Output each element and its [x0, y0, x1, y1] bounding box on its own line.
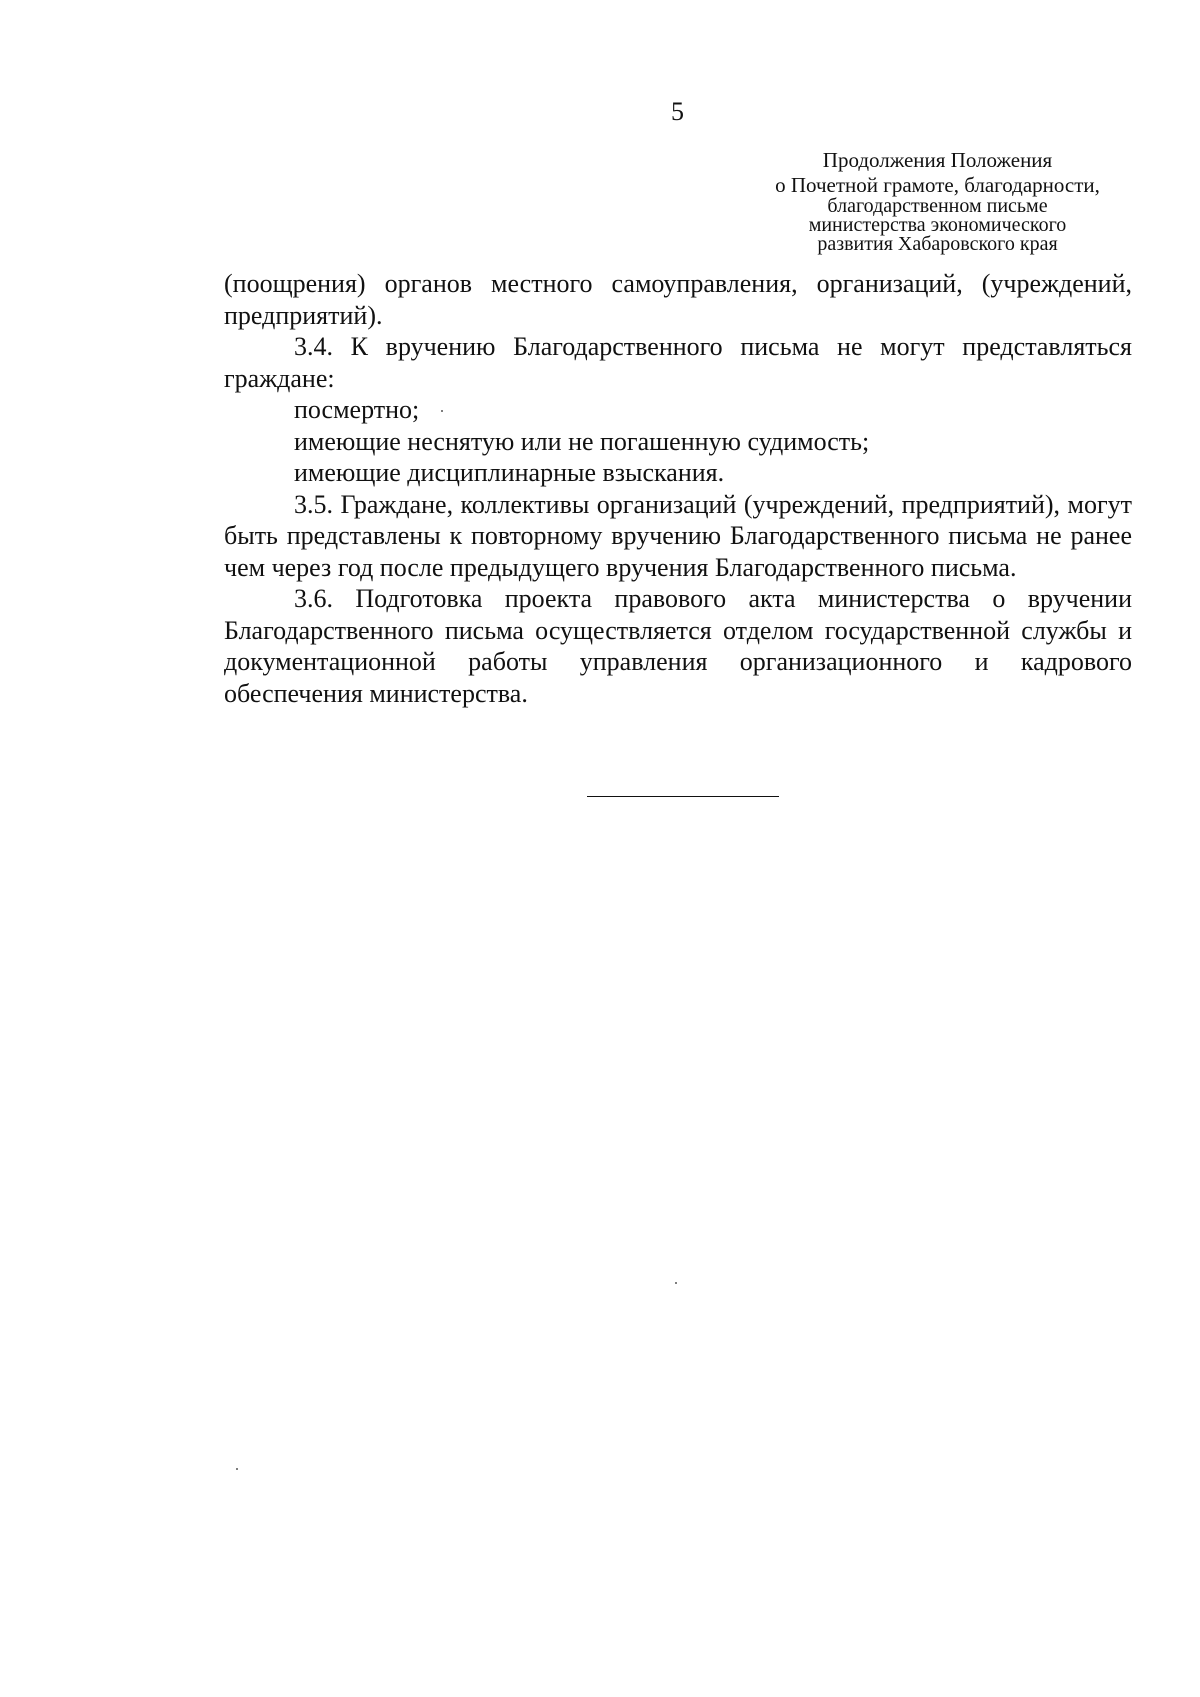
header-line: развития Хабаровского края [817, 233, 1058, 255]
header-line: министерства экономического [808, 214, 1067, 236]
paragraph-3-6: 3.6. Подготовка проекта правового акта министерства о вручении Благодарственного письма осуществляется отделом государственной службы и документационной работы управления организационного и кадрового обеспечения министерства. [224, 584, 1132, 708]
paragraph-3-5: 3.5. Граждане, коллективы организаций (учреждений, предприятий), могут быть представлены к повторному вручению Благодарственного письма не ранее чем через год после предыдущего вручения Благодарственного письма. [224, 489, 1132, 582]
header-line: о Почетной грамоте, благодарности, [775, 173, 1100, 197]
header-line: Продолжения Положения [822, 148, 1053, 172]
document-body [224, 268, 1132, 709]
list-item: имеющие дисциплинарные взыскания. [294, 458, 725, 487]
scan-speck [675, 1282, 677, 1284]
header-line: благодарственном письме [827, 195, 1048, 217]
document-header [700, 147, 1175, 254]
page-number: 5 [671, 97, 684, 126]
list-item: посмертно; [294, 395, 420, 424]
list-item: имеющие неснятую или не погашенную судимость; [294, 426, 870, 456]
paragraph-3-4: 3.4. К вручению Благодарственного письма не могут представляться граждане: [224, 332, 1132, 393]
scan-speck [236, 1468, 238, 1470]
end-of-document-rule [587, 796, 779, 797]
scan-speck [441, 410, 443, 412]
paragraph-continuation: (поощрения) органов местного самоуправления, организаций, (учреждений, предприятий). [224, 269, 1132, 330]
